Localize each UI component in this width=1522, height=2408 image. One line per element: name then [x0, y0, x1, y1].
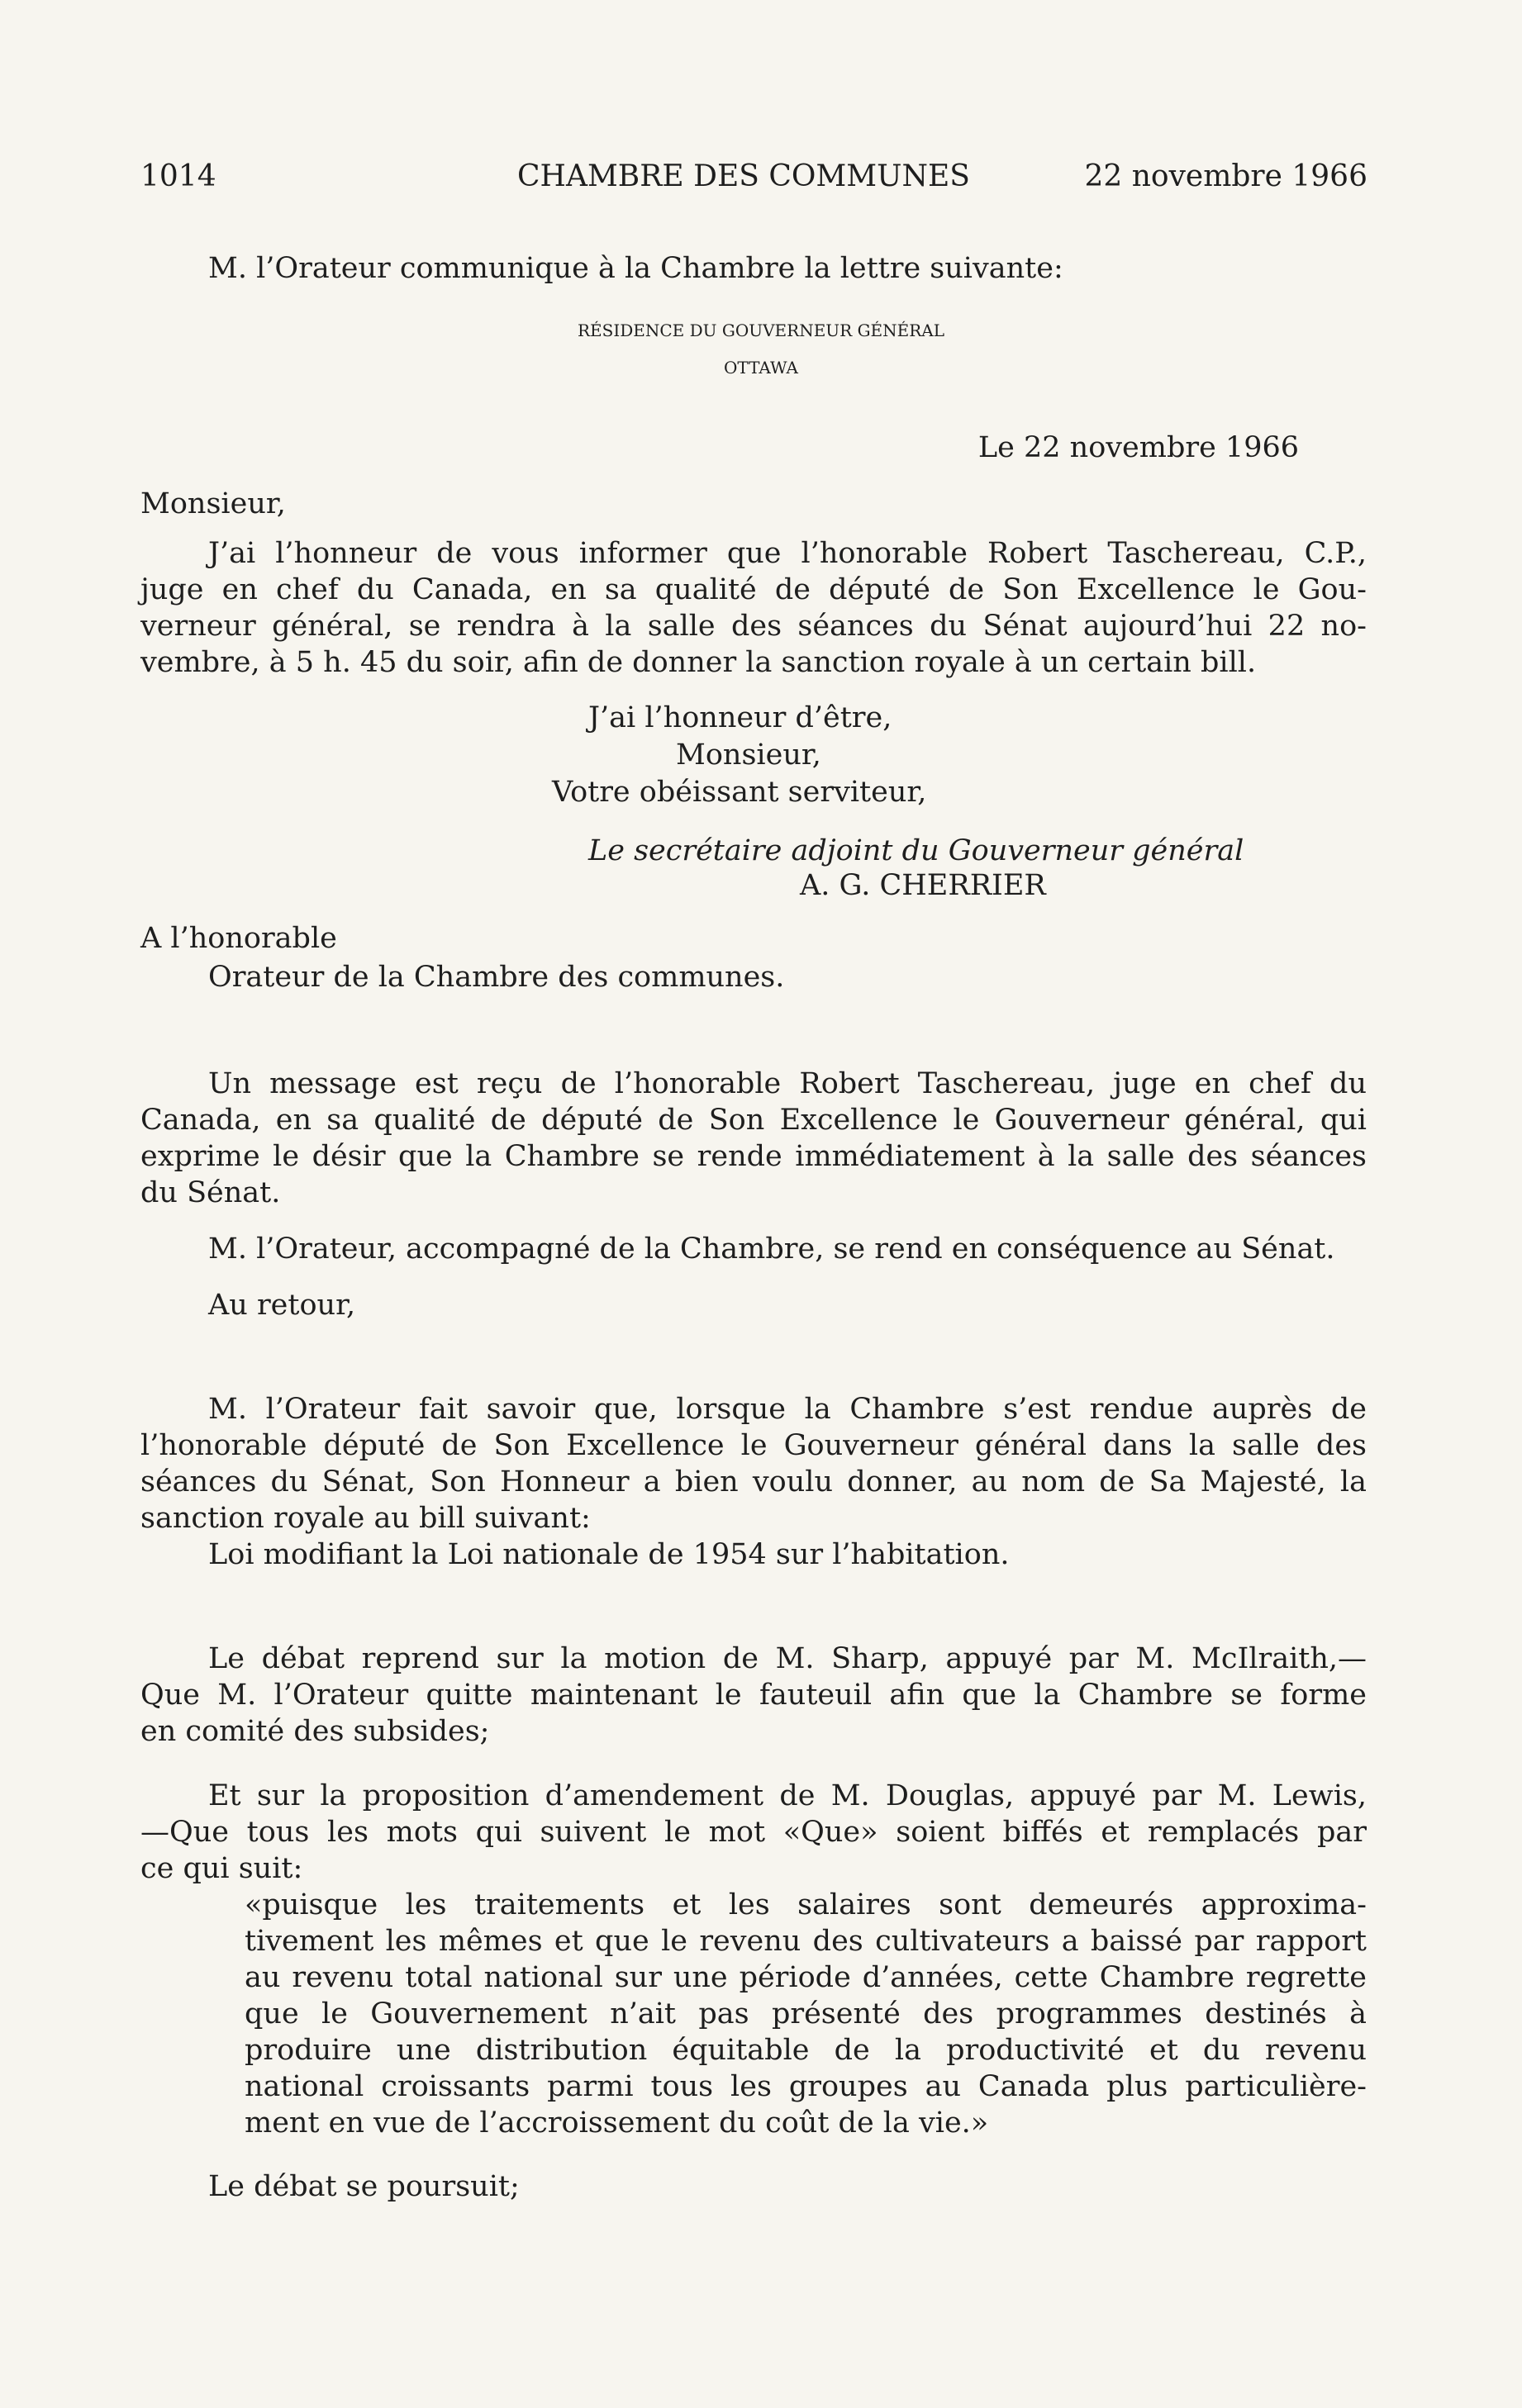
page-number: 1014: [140, 159, 216, 193]
residence-line-1: RÉSIDENCE DU GOUVERNEUR GÉNÉRAL: [577, 321, 945, 340]
closing-line-2: Monsieur,: [676, 739, 821, 772]
sanction-line: l’honorable député de Son Excellence le Gouverneur général dans la salle des: [140, 1429, 1367, 1462]
sanction-line: sanction royale au bill suivant:: [140, 1502, 591, 1535]
debate-line: en comité des subsides;: [140, 1715, 490, 1748]
letter-body-line: J’ai l’honneur de vous informer que l’honorable Robert Taschereau, C.P.,: [208, 537, 1367, 570]
message-line: Un message est reçu de l’honorable Robert Taschereau, juge en chef du: [208, 1067, 1367, 1100]
salutation: Monsieur,: [140, 487, 286, 520]
residence-line-2: OTTAWA: [724, 358, 798, 378]
sanction-line: séances du Sénat, Son Honneur a bien voulu donner, au nom de Sa Majesté, la: [140, 1465, 1367, 1498]
quote-line: tivement les mêmes et que le revenu des cultivateurs a baissé par rapport: [245, 1925, 1367, 1958]
debate-line: Le débat reprend sur la motion de M. Sharp, appuyé par M. McIlraith,—: [208, 1642, 1367, 1675]
debate-line: Que M. l’Orateur quitte maintenant le fauteuil afin que la Chambre se forme: [140, 1679, 1367, 1712]
closing-line-1: J’ai l’honneur d’être,: [588, 701, 892, 734]
letter-body-line: juge en chef du Canada, en sa qualité de député de Son Excellence le Gou-: [140, 573, 1367, 606]
intro-line: M. l’Orateur communique à la Chambre la lettre suivante:: [208, 252, 1063, 285]
closing-line-3: Votre obéissant serviteur,: [552, 776, 927, 809]
bill-line: Loi modifiant la Loi nationale de 1954 sur l’habitation.: [208, 1538, 1010, 1571]
address-line-1: A l’honorable: [140, 922, 337, 955]
amendment-line: —Que tous les mots qui suivent le mot «Que» soient biffés et remplacés par: [140, 1816, 1367, 1849]
quote-line: ment en vue de l’accroissement du coût de la vie.»: [245, 2106, 989, 2140]
quote-line: que le Gouvernement n’ait pas présenté des programmes destinés à: [245, 1997, 1367, 2030]
quote-line: au revenu total national sur une période d’années, cette Chambre regrette: [245, 1961, 1367, 1994]
message-line: exprime le désir que la Chambre se rende immédiatement à la salle des séances: [140, 1140, 1367, 1173]
letter-body-line: verneur général, se rendra à la salle des séances du Sénat aujourd’hui 22 no-: [140, 610, 1367, 643]
running-title: CHAMBRE DES COMMUNES: [517, 159, 970, 193]
final-line: Le débat se poursuit;: [208, 2170, 520, 2203]
letter-date: Le 22 novembre 1966: [977, 431, 1299, 464]
signer-title: Le secrétaire adjoint du Gouverneur général: [588, 834, 1244, 867]
letter-body-line: vembre, à 5 h. 45 du soir, afin de donner la sanction royale à un certain bill.: [140, 646, 1257, 679]
running-date: 22 novembre 1966: [1084, 159, 1367, 193]
message-line: Canada, en sa qualité de député de Son Excellence le Gouverneur général, qui: [140, 1104, 1367, 1137]
quote-line: produire une distribution équitable de la productivité et du revenu: [245, 2034, 1367, 2067]
amendment-line: Et sur la proposition d’amendement de M. Douglas, appuyé par M. Lewis,: [208, 1779, 1367, 1812]
address-line-2: Orateur de la Chambre des communes.: [208, 961, 785, 994]
signer-name: A. G. CHERRIER: [800, 869, 1046, 902]
amendment-line: ce qui suit:: [140, 1852, 303, 1885]
message-line: du Sénat.: [140, 1176, 281, 1209]
proceed-line: M. l’Orateur, accompagné de la Chambre, se rend en conséquence au Sénat.: [208, 1232, 1335, 1266]
sanction-line: M. l’Orateur fait savoir que, lorsque la Chambre s’est rendue auprès de: [208, 1393, 1367, 1426]
return-line: Au retour,: [208, 1289, 356, 1322]
quote-line: «puisque les traitements et les salaires sont demeurés approxima-: [245, 1888, 1367, 1921]
quote-line: national croissants parmi tous les groupes au Canada plus particulière-: [245, 2070, 1367, 2103]
